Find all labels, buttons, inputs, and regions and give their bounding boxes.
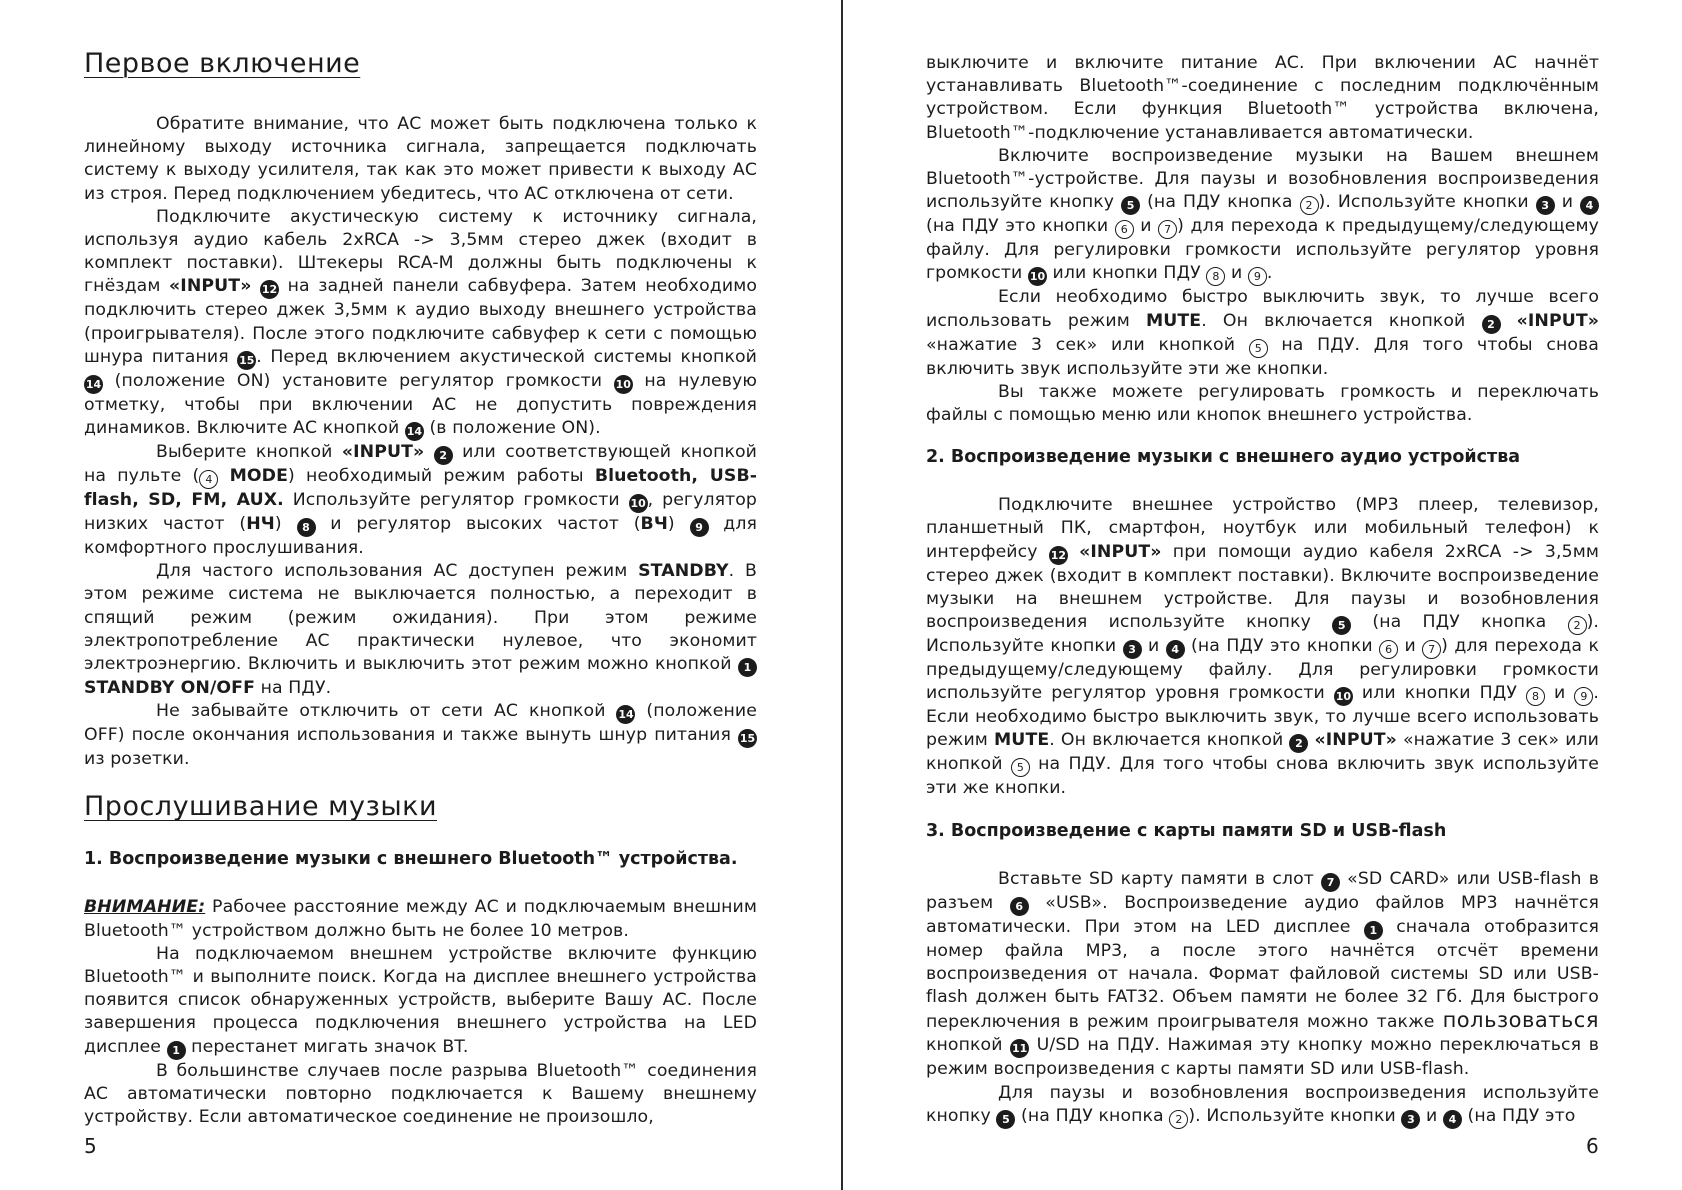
marker-15: 15 (738, 729, 757, 748)
marker-11: 11 (1010, 1039, 1029, 1058)
marker-2: 2 (1482, 315, 1501, 334)
marker-outline-6: 6 (1115, 220, 1134, 239)
paragraph: Если необходимо быстро выключить звук, то лучше всего использовать режим MUTE. Он включается кнопкой 2 «INPUT» «нажатие 3 сек» или кнопкой 5 на ПДУ. Для того чтобы снова включить звук используйте эти же кнопки. (926, 287, 1600, 379)
paragraph: Для паузы и возобновления воспроизведения используйте кнопку 5 (на ПДУ кнопка 2 ). Используйте кнопки 3 и 4 (на ПДУ это (926, 1082, 1599, 1129)
marker-4: 4 (1166, 640, 1185, 659)
marker-10: 10 (1334, 687, 1353, 706)
paragraph: В большинстве случаев после разрыва Bluetooth™ соединения АС автоматически повторно подключается к Вашему внешнему устройству. Если автоматическое соединение не произошло, (84, 1060, 757, 1128)
marker-5: 5 (1121, 196, 1140, 215)
marker-2: 2 (434, 446, 453, 465)
marker-1: 1 (738, 658, 757, 677)
paragraph: Включите воспроизведение музыки на Вашем внешнем Bluetooth™-устройстве. Для паузы и возобновления воспроизведения используйте кнопку 5 (на ПДУ кнопка 2 ). Используйте кнопки 3 и 4 (на ПДУ это кнопки 6 и 7 ) для перехода к предыдущему/следующему файлу. Для регулировки громкости используйте регулятор уровня громкости 10 или кнопки ПДУ 8 и 9 . (926, 145, 1599, 287)
marker-outline-8: 8 (1526, 687, 1545, 706)
marker-outline-2: 2 (1568, 616, 1587, 635)
marker-outline-5: 5 (1249, 339, 1268, 358)
marker-1: 1 (167, 1041, 186, 1060)
page-divider (841, 0, 843, 1190)
heading-first-start: Первое включение (84, 48, 361, 79)
marker-14: 14 (405, 422, 424, 441)
marker-3: 3 (1536, 196, 1555, 215)
paragraph: Обратите внимание, что АС может быть подключена только к линейному выходу источника сигнала, запрещается подключать систему к выходу усилителя, так как это может привести к выходу АС из строя. Перед подключением убедитесь, что АС отключена от сети. (84, 114, 757, 204)
marker-outline-8: 8 (1206, 267, 1225, 286)
marker-5: 5 (1332, 616, 1351, 635)
subheading-sd-usb: 3. Воспроизведение с карты памяти SD и USB-flash (926, 820, 1447, 841)
paragraph: Подключите акустическую систему к источнику сигнала, используя аудио кабель 2xRCA -> 3,5мм стерео джек (входит в комплект поставки). Штекеры RCA-M должны быть подключены к гнёздам «INPUT» 12 на задней панели сабвуфера. Затем необходимо подключить стерео джек 3,5мм к аудио выходу внешнего устройства (проигрывателя). После этого подключите сабвуфер к сети с помощью шнура питания 15 . Перед включением акустической системы кнопкой 14 (положение ON) установите регулятор громкости 10 на нулевую отметку, чтобы при включении АС не допустить повреждения динамиков. Включите АС кнопкой 14 (в положение ON). (84, 206, 757, 441)
marker-outline-6: 6 (1379, 640, 1398, 659)
subheading-bluetooth: 1. Воспроизведение музыки с внешнего Bluetooth™ устройства. (84, 849, 738, 870)
marker-2: 2 (1289, 734, 1308, 753)
marker-10: 10 (614, 375, 633, 394)
marker-10: 10 (1028, 267, 1047, 286)
paragraph: Не забывайте отключить от сети АС кнопкой 14 (положение OFF) после окончания использования и также вынуть шнур питания 15 из розетки. (84, 701, 757, 770)
paragraph: На подключаемом внешнем устройстве включите функцию Bluetooth™ и выполните поиск. Когда на дисплее внешнего устройства появится список обнаруженных устройств, выберите Вашу АС. После завершения процесса подключения внешнего устройства на LED дисплее 1 перестанет мигать значок BT. (84, 943, 757, 1060)
paragraph: Подключите внешнее устройство (MP3 плеер, телевизор, планшетный ПК, смартфон, ноутбук или мобильный телефон) к интерфейсу 12 «INPUT» при помощи аудио кабеля 2xRCA -> 3,5мм стерео джек (входит в комплект поставки). Включите воспроизведение музыки на внешнем устройстве. Для паузы и возобновления воспроизведения используйте кнопку 5 (на ПДУ кнопка 2 ). Используйте кнопки 3 и 4 (на ПДУ это кнопки 6 и 7 ) для перехода к предыдущему/следующему файлу. Для регулировки громкости используйте регулятор уровня громкости 10 или кнопки ПДУ 8 и 9 . Если необходимо быстро выключить звук, то лучше всего использовать режим MUTE. Он включается кнопкой 2 «INPUT» «нажатие 3 сек» или кнопкой 5 на ПДУ. Для того чтобы снова включить звук используйте эти же кнопки. (926, 495, 1600, 799)
marker-6: 6 (1010, 897, 1029, 916)
marker-outline-2: 2 (1300, 196, 1319, 215)
marker-7: 7 (1321, 873, 1340, 892)
marker-outline-9: 9 (1248, 267, 1267, 286)
marker-10: 10 (629, 494, 648, 513)
marker-4: 4 (1443, 1110, 1462, 1129)
paragraph: выключите и включите питание АС. При включении АС начнёт устанавливать Bluetooth™-соединение с последним подключённым устройством. Если функция Bluetooth™ устройства включена, Bluetooth™-подключение устанавливается автоматически. (926, 53, 1599, 143)
marker-4: 4 (1580, 196, 1599, 215)
marker-9: 9 (690, 518, 709, 537)
heading-listening: Прослушивание музыки (84, 791, 438, 823)
marker-outline-9: 9 (1574, 687, 1593, 706)
marker-12: 12 (1049, 546, 1068, 565)
marker-14: 14 (616, 705, 635, 724)
page-left (84, 48, 757, 1129)
marker-outline-7: 7 (1158, 220, 1177, 239)
marker-8: 8 (297, 518, 316, 537)
paragraph: Выберите кнопкой «INPUT» 2 или соответствующей кнопкой на пульте ( 4 MODE) необходимый режим работы Bluetooth, USB-flash, SD, FM, AUX. Используйте регулятор громкости 10 , регулятор низких частот (НЧ) 8 и регулятор высоких частот (ВЧ) 9 для комфортного прослушивания. (84, 442, 758, 559)
marker-14: 14 (84, 375, 103, 394)
marker-outline-7: 7 (1422, 640, 1441, 659)
paragraph: Для частого использования АС доступен режим STANDBY. В этом режиме система не выключается полностью, а переходит в спящий режим (режим ожидания). При этом режиме электропотребление АС практически нулевое, что экономит электроэнергию. Включить и выключить этот режим можно кнопкой 1 STANDBY ON/OFF на ПДУ. (84, 561, 757, 699)
page-number-left: 5 (84, 1134, 97, 1158)
paragraph: Вы также можете регулировать громкость и переключать файлы с помощью меню или кнопок внешнего устройства. (926, 381, 1599, 426)
paragraph-warning: ВНИМАНИЕ: Рабочее расстояние между АС и подключаемым внешним Bluetooth™ устройством должно быть не более 10 метров. (84, 897, 757, 941)
marker-12: 12 (260, 280, 279, 299)
marker-1: 1 (1364, 921, 1383, 940)
subheading-external-audio: 2. Воспроизведение музыки с внешнего аудио устройства (926, 447, 1521, 468)
marker-outline-5: 5 (1011, 758, 1030, 777)
page-right (926, 52, 1599, 1129)
marker-outline-4: 4 (199, 470, 218, 489)
marker-5: 5 (996, 1110, 1015, 1129)
marker-outline-2: 2 (1169, 1110, 1188, 1129)
paragraph: Вставьте SD карту памяти в слот 7 «SD CARD» или USB-flash в разъем 6 «USB». Воспроизведение аудио файлов MP3 начнётся автоматически. При этом на LED дисплее 1 сначала отобразится номер файла MP3, а после этого начнётся отсчёт времени воспроизведения от начала. Формат файловой системы SD или USB-flash должен быть FAT32. Объем памяти не более 32 Гб. Для быстрого переключения в режим проигрывателя можно также пользоваться кнопкой 11 U/SD на ПДУ. Нажимая эту кнопку можно переключаться в режим воспроизведения с карты памяти SD или USB-flash. (926, 868, 1600, 1080)
marker-3: 3 (1401, 1110, 1420, 1129)
marker-15: 15 (237, 351, 256, 370)
marker-3: 3 (1123, 640, 1142, 659)
page-number-right: 6 (1586, 1134, 1599, 1158)
